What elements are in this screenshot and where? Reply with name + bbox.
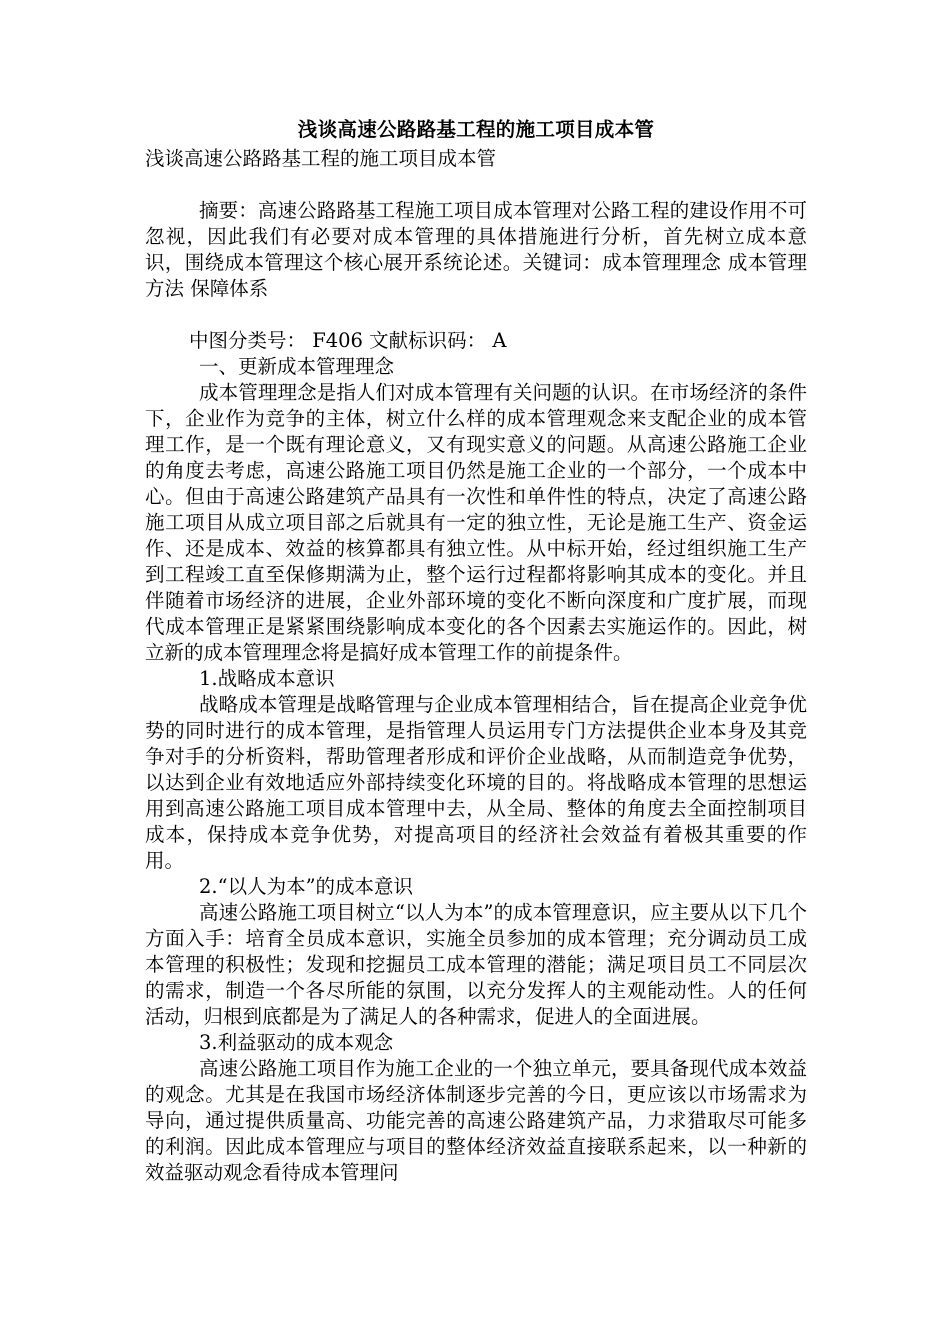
blank-line <box>145 302 807 328</box>
subsection-paragraph: 高速公路施工项目作为施工企业的一个独立单元，要具备现代成本效益的观念。尤其是在我国市场经济体制逐步完善的今日，更应该以市场需求为导向，通过提供质量高、功能完善的高速公路建筑产品，力求猎取尽可能多的利润。因此成本管理应与项目的整体经济效益直接联系起来，以一种新的效益驱动观念看待成本管理问 <box>145 1057 807 1184</box>
document-title: 浅谈高速公路路基工程的施工项目成本管 <box>297 118 655 141</box>
document-page <box>145 118 807 1186</box>
subsection-paragraph: 高速公路施工项目树立“以人为本”的成本管理意识，应主要从以下几个方面入手：培育全员成本意识，实施全员参加的成本管理；充分调动员工成本管理的积极性；发现和挖掘员工成本管理的潜能；满足项目员工不同层次的需求，制造一个各尽所能的氛围，以充分发挥人的主观能动性。人的任何活动，归根到底都是为了满足人的各种需求，促进人的全面进展。 <box>145 901 807 1028</box>
section-heading: 一、更新成本管理理念 <box>199 355 395 378</box>
subsection-heading: 3.利益驱动的成本观念 <box>199 1031 394 1054</box>
blank-line <box>145 172 807 198</box>
subsection-paragraph: 战略成本管理是战略管理与企业成本管理相结合，旨在提高企业竞争优势的同时进行的成本管理，是指管理人员运用专门方法提供企业本身及其竞争对手的分析资料，帮助管理者形成和评价企业战略，从而制造竞争优势，以达到企业有效地适应外部持续变化环境的目的。将战略成本管理的思想运用到高速公路施工项目成本管理中去，从全局、整体的角度去全面控制项目成本，保持成本竞争优势，对提高项目的经济社会效益有着极其重要的作用。 <box>145 693 807 872</box>
subsection-heading: 1.战略成本意识 <box>199 667 335 690</box>
section-paragraph: 成本管理理念是指人们对成本管理有关问题的认识。在市场经济的条件下，企业作为竞争的主体，树立什么样的成本管理观念来支配企业的成本管理工作，是一个既有理论意义，又有现实意义的问题。从高速公路施工企业的角度去考虑，高速公路施工项目仍然是施工企业的一个部分，一个成本中心。但由于高速公路建筑产品具有一次性和单件性的特点，决定了高速公路施工项目从成立项目部之后就具有一定的独立性，无论是施工生产、资金运作、还是成本、效益的核算都具有独立性。从中标开始，经过组织施工生产到工程竣工直至保修期满为止，整个运行过程都将影响其成本的变化。并且伴随着市场经济的进展，企业外部环境的变化不断向深度和广度扩展，而现代成本管理正是紧紧围绕影响成本变化的各个因素去实施运作的。因此，树立新的成本管理理念将是搞好成本管理工作的前提条件。 <box>145 381 807 664</box>
classification-line: 中图分类号： F406 文献标识码： A <box>189 329 507 352</box>
document-subtitle: 浅谈高速公路路基工程的施工项目成本管 <box>145 147 497 170</box>
subsection-heading: 2.“以人为本”的成本意识 <box>199 875 414 898</box>
abstract-paragraph: 摘要：高速公路路基工程施工项目成本管理对公路工程的建设作用不可忽视，因此我们有必要对成本管理的具体措施进行分析，首先树立成本意识，围绕成本管理这个核心展开系统论述。关键词：成本管理理念 成本管理方法 保障体系 <box>145 199 807 300</box>
